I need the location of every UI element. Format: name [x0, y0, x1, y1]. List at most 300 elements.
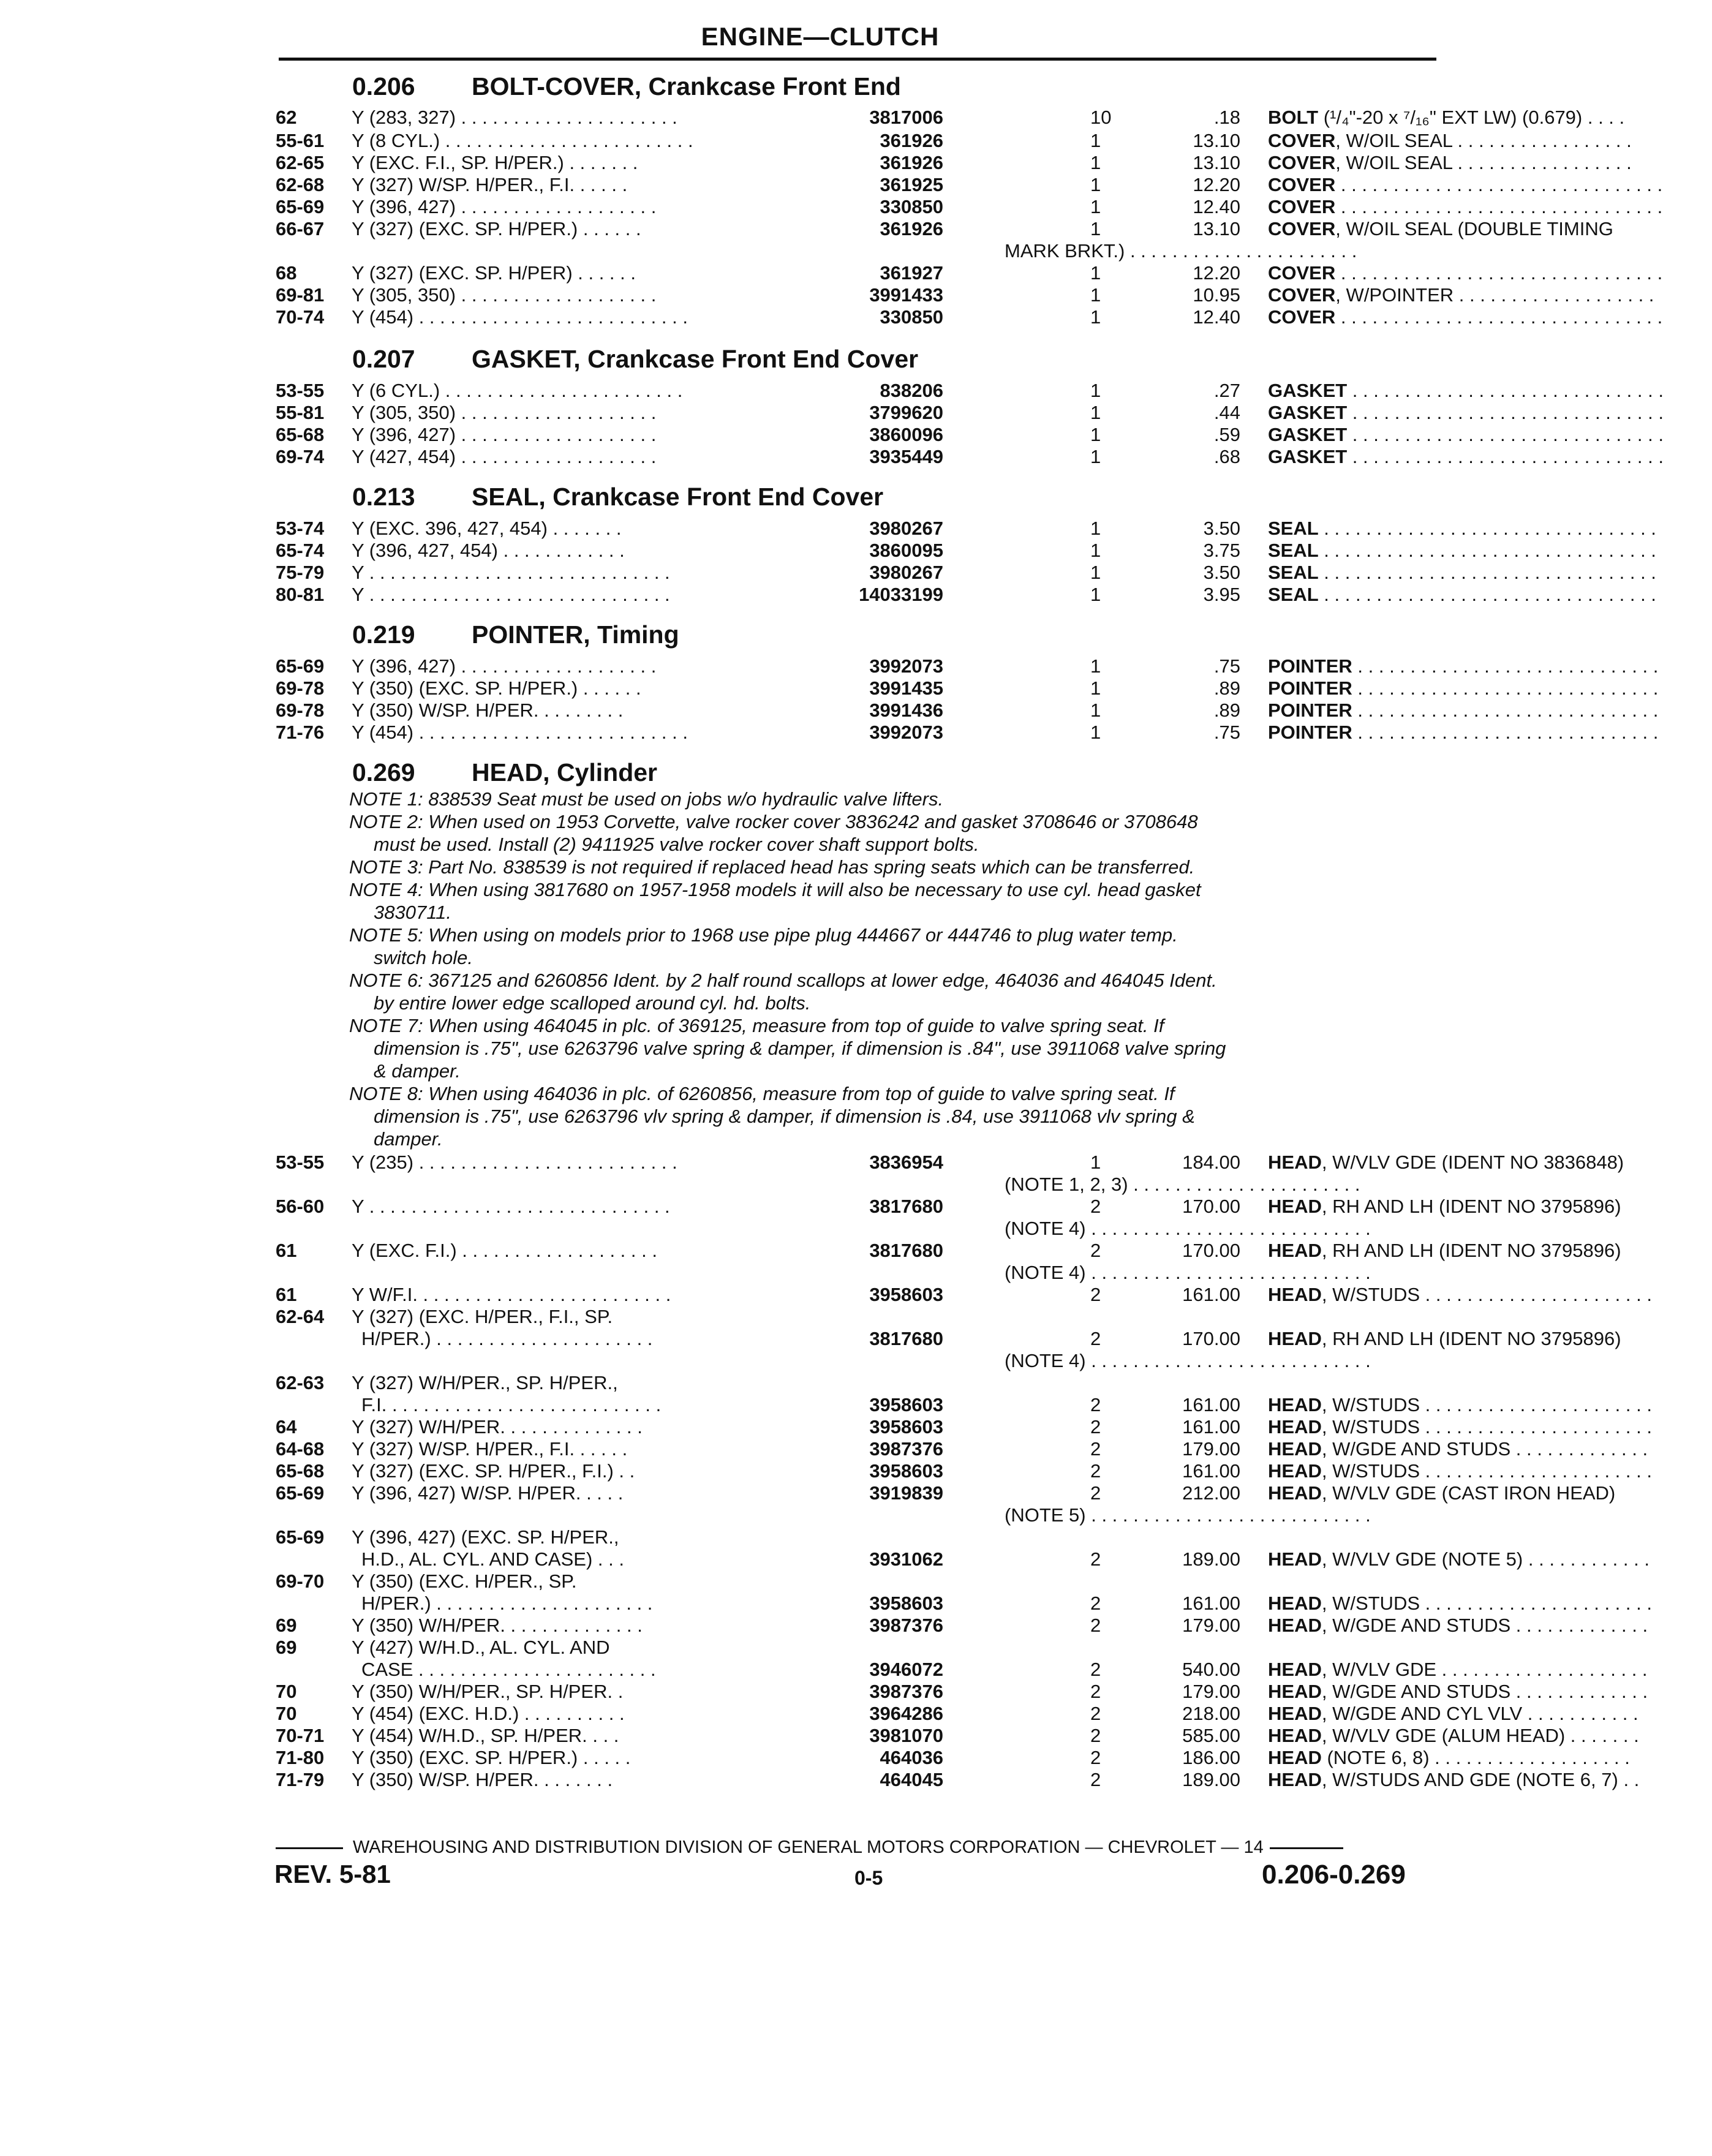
application: Y (327) (EXC. SP. H/PER) . . . . . . — [352, 262, 636, 284]
section-number: 0.269 — [352, 758, 415, 786]
price: 585.00 — [1182, 1725, 1240, 1746]
part-number: 3817680 — [869, 1196, 943, 1217]
model-years: 70 — [276, 1681, 297, 1702]
note-item — [349, 924, 1439, 969]
note-item — [349, 856, 1439, 878]
quantity: 2 — [1090, 1196, 1101, 1217]
part-description: SEAL . . . . . . . . . . . . . . . . . . . . . . . . . . . . . . . . — [1268, 518, 1656, 539]
price: .59 — [1213, 424, 1240, 445]
model-years: 53-55 — [276, 380, 325, 401]
table-row — [276, 584, 1656, 606]
part-description: HEAD, W/STUDS . . . . . . . . . . . . . . . . . . . . . . — [1268, 1460, 1652, 1482]
price: 186.00 — [1182, 1747, 1240, 1768]
model-years: 69-74 — [276, 446, 325, 467]
description-continuation: MARK BRKT.) . . . . . . . . . . . . . . . . . . . . . . — [1005, 240, 1357, 262]
section-number: 0.207 — [352, 345, 415, 373]
part-number: 3992073 — [869, 655, 943, 677]
part-number: 3980267 — [869, 562, 943, 583]
application: Y (EXC. 396, 427, 454) . . . . . . . — [352, 518, 622, 539]
footer-publisher-line — [276, 1838, 1439, 1858]
table-row — [276, 1482, 1616, 1504]
note-line: NOTE 5: When using on models prior to 1968 use pipe plug 444667 or 444746 to plug water temp. — [349, 924, 1178, 946]
model-years: 66-67 — [276, 218, 325, 239]
note-line: NOTE 4: When using 3817680 on 1957-1958 models it will also be necessary to use cyl. head gasket — [349, 879, 1201, 900]
table-row — [276, 1526, 1439, 1548]
application: Y (454) . . . . . . . . . . . . . . . . . . . . . . . . . . — [352, 722, 688, 743]
model-years: 68 — [276, 262, 297, 284]
page-header-title: ENGINE—CLUTCH — [701, 22, 940, 51]
part-description: HEAD, W/STUDS . . . . . . . . . . . . . . . . . . . . . . — [1268, 1284, 1652, 1305]
part-description: HEAD, RH AND LH (IDENT NO 3795896) — [1268, 1196, 1621, 1217]
part-number: 361927 — [880, 262, 943, 284]
table-row — [276, 699, 1659, 722]
application: Y (327) W/SP. H/PER., F.I. . . . . . — [352, 1438, 628, 1460]
price: 3.75 — [1203, 540, 1240, 561]
model-years: 69 — [276, 1637, 297, 1658]
price: .89 — [1213, 677, 1240, 699]
price: .44 — [1213, 402, 1240, 423]
model-years: 70-71 — [276, 1725, 325, 1746]
application: H/PER.) . . . . . . . . . . . . . . . . . . . . . — [361, 1593, 653, 1614]
note-line: NOTE 1: 838539 Seat must be used on jobs w/o hydraulic valve lifters. — [349, 788, 944, 810]
part-number: 3935449 — [869, 446, 943, 467]
header-rule — [279, 58, 1436, 61]
price: .89 — [1213, 699, 1240, 721]
revision-label: REV. 5-81 — [274, 1860, 391, 1888]
quantity: 2 — [1090, 1659, 1101, 1680]
part-number: 3836954 — [869, 1152, 943, 1173]
part-number: 3817006 — [869, 107, 943, 128]
application: Y (305, 350) . . . . . . . . . . . . . . . . . . . — [352, 284, 657, 306]
application: Y (235) . . . . . . . . . . . . . . . . . . . . . . . . . — [352, 1152, 677, 1173]
quantity: 1 — [1090, 306, 1101, 328]
application: Y (EXC. F.I.) . . . . . . . . . . . . . . . . . . . — [352, 1240, 657, 1261]
table-row — [276, 130, 1632, 152]
section-title: SEAL, Crankcase Front End Cover — [472, 483, 884, 511]
table-row — [276, 446, 1664, 468]
application: Y (396, 427) W/SP. H/PER. . . . . — [352, 1482, 624, 1504]
description-continuation: (NOTE 4) . . . . . . . . . . . . . . . . . . . . . . . . . . . — [1005, 1218, 1371, 1239]
application: Y (350) W/SP. H/PER. . . . . . . . — [352, 1769, 613, 1790]
part-description: SEAL . . . . . . . . . . . . . . . . . . . . . . . . . . . . . . . . — [1268, 562, 1656, 583]
table-row — [276, 1570, 1439, 1593]
footer-rule-right — [1270, 1847, 1343, 1849]
description-continuation: (NOTE 4) . . . . . . . . . . . . . . . . . . . . . . . . . . . — [1005, 1262, 1371, 1283]
table-row — [276, 1416, 1652, 1438]
table-row — [276, 196, 1663, 218]
model-years: 69 — [276, 1615, 297, 1636]
application: Y . . . . . . . . . . . . . . . . . . . . . . . . . . . . . — [352, 584, 670, 605]
table-row — [276, 218, 1613, 240]
application: Y (350) (EXC. H/PER., SP. — [352, 1570, 577, 1592]
application: Y (350) (EXC. SP. H/PER.) . . . . . — [352, 1747, 631, 1768]
application: Y (396, 427) (EXC. SP. H/PER., — [352, 1526, 619, 1548]
part-description: COVER, W/OIL SEAL . . . . . . . . . . . . . . . . . — [1268, 152, 1632, 173]
quantity: 1 — [1090, 424, 1101, 445]
part-number: 3981070 — [869, 1725, 943, 1746]
application: Y (396, 427) . . . . . . . . . . . . . . . . . . . — [352, 424, 657, 445]
application: Y (396, 427, 454) . . . . . . . . . . . . — [352, 540, 625, 561]
price: 161.00 — [1182, 1284, 1240, 1305]
quantity: 1 — [1090, 446, 1101, 467]
part-number: 3987376 — [869, 1438, 943, 1460]
note-line-continued: & damper. — [374, 1060, 461, 1082]
application: H.D., AL. CYL. AND CASE) . . . — [361, 1548, 624, 1570]
price: 12.20 — [1193, 174, 1240, 195]
notes-block — [349, 788, 1439, 1150]
note-item — [349, 1014, 1439, 1082]
quantity: 1 — [1090, 402, 1101, 423]
quantity: 1 — [1090, 130, 1101, 151]
quantity: 2 — [1090, 1482, 1101, 1504]
application: Y (350) W/H/PER., SP. H/PER. . — [352, 1681, 624, 1702]
quantity: 1 — [1090, 152, 1101, 173]
price: 179.00 — [1182, 1438, 1240, 1460]
part-number: 361926 — [880, 152, 943, 173]
application: Y (454) . . . . . . . . . . . . . . . . . . . . . . . . . . — [352, 306, 688, 328]
price: 179.00 — [1182, 1681, 1240, 1702]
part-number: 464036 — [880, 1747, 943, 1768]
model-years: 62-64 — [276, 1306, 325, 1327]
part-description: COVER . . . . . . . . . . . . . . . . . . . . . . . . . . . . . . . — [1268, 174, 1663, 195]
model-years: 65-69 — [276, 1526, 325, 1548]
application: Y (350) W/SP. H/PER. . . . . . . . . — [352, 699, 624, 721]
part-description: HEAD, W/VLV GDE . . . . . . . . . . . . . . . . . . . . — [1268, 1659, 1648, 1680]
table-row — [276, 722, 1659, 744]
table-row — [276, 262, 1663, 284]
model-years: 65-69 — [276, 196, 325, 217]
part-description: COVER . . . . . . . . . . . . . . . . . . . . . . . . . . . . . . . — [1268, 196, 1663, 217]
description-continuation: (NOTE 5) . . . . . . . . . . . . . . . . . . . . . . . . . . . — [1005, 1504, 1371, 1526]
section-number: 0.206 — [352, 72, 415, 100]
application: Y (327) (EXC. SP. H/PER., F.I.) . . — [352, 1460, 635, 1482]
model-years: 70 — [276, 1703, 297, 1724]
quantity: 1 — [1090, 218, 1101, 239]
table-row — [276, 306, 1663, 328]
quantity: 1 — [1090, 196, 1101, 217]
part-number: 3958603 — [869, 1460, 943, 1482]
note-item — [349, 788, 1439, 810]
part-number: 14033199 — [859, 584, 943, 605]
part-number: 464045 — [880, 1769, 943, 1790]
part-description: GASKET . . . . . . . . . . . . . . . . . . . . . . . . . . . . . . — [1268, 446, 1664, 467]
price: 212.00 — [1182, 1482, 1240, 1504]
application: Y . . . . . . . . . . . . . . . . . . . . . . . . . . . . . — [352, 1196, 670, 1217]
note-line-continued: dimension is .75", use 6263796 vlv spring & damper, if dimension is .84, use 3911068 vlv spring & — [374, 1106, 1195, 1127]
quantity: 1 — [1090, 380, 1101, 401]
table-row — [276, 1284, 1652, 1306]
application: Y (427) W/H.D., AL. CYL. AND — [352, 1637, 610, 1658]
model-years: 64 — [276, 1416, 297, 1438]
table-row — [276, 1460, 1652, 1482]
part-number: 330850 — [880, 306, 943, 328]
part-number: 3860096 — [869, 424, 943, 445]
quantity: 1 — [1090, 562, 1101, 583]
price: .27 — [1213, 380, 1240, 401]
table-row — [276, 402, 1664, 424]
quantity: 2 — [1090, 1593, 1101, 1614]
part-number: 3991436 — [869, 699, 943, 721]
model-years: 69-78 — [276, 699, 325, 721]
part-number: 3799620 — [869, 402, 943, 423]
part-number: 3958603 — [869, 1284, 943, 1305]
section-title: BOLT-COVER, Crankcase Front End — [472, 72, 901, 100]
quantity: 2 — [1090, 1284, 1101, 1305]
page-number: 0-5 — [854, 1867, 883, 1889]
application: F.I. . . . . . . . . . . . . . . . . . . . . . . . . . . — [361, 1394, 662, 1415]
note-line-continued: switch hole. — [374, 947, 473, 968]
model-years: 62-65 — [276, 152, 325, 173]
part-description: POINTER . . . . . . . . . . . . . . . . . . . . . . . . . . . . . — [1268, 677, 1659, 699]
quantity: 1 — [1090, 1152, 1101, 1173]
model-years: 61 — [276, 1284, 297, 1305]
price: 179.00 — [1182, 1615, 1240, 1636]
quantity: 2 — [1090, 1328, 1101, 1349]
note-line-continued: by entire lower edge scalloped around cyl. hd. bolts. — [374, 992, 811, 1014]
part-description: GASKET . . . . . . . . . . . . . . . . . . . . . . . . . . . . . . — [1268, 402, 1664, 423]
model-years: 53-74 — [276, 518, 325, 539]
part-description: BOLT (¹/₄"-20 x ⁷/₁₆" EXT LW) (0.679) . . . . — [1268, 107, 1625, 128]
section-number: 0.219 — [352, 620, 415, 649]
application: Y . . . . . . . . . . . . . . . . . . . . . . . . . . . . . — [352, 562, 670, 583]
model-years: 65-69 — [276, 1482, 325, 1504]
application: Y (EXC. F.I., SP. H/PER.) . . . . . . . — [352, 152, 638, 173]
application: Y (8 CYL.) . . . . . . . . . . . . . . . . . . . . . . . . — [352, 130, 693, 151]
price: 170.00 — [1182, 1196, 1240, 1217]
part-number: 3987376 — [869, 1615, 943, 1636]
section-0269-heading — [352, 758, 657, 787]
note-line: NOTE 6: 367125 and 6260856 Ident. by 2 half round scallops at lower edge, 464036 and 464045 Ident. — [349, 970, 1217, 991]
section-title: POINTER, Timing — [472, 620, 679, 649]
quantity: 1 — [1090, 584, 1101, 605]
application: Y (327) (EXC. SP. H/PER.) . . . . . . — [352, 218, 641, 239]
part-description: COVER, W/POINTER . . . . . . . . . . . . . . . . . . . — [1268, 284, 1654, 306]
application: CASE . . . . . . . . . . . . . . . . . . . . . . . — [361, 1659, 656, 1680]
quantity: 1 — [1090, 540, 1101, 561]
part-description: HEAD, W/GDE AND CYL VLV . . . . . . . . . . . — [1268, 1703, 1638, 1724]
part-number: 330850 — [880, 196, 943, 217]
table-row — [276, 152, 1632, 174]
price: 3.95 — [1203, 584, 1240, 605]
note-item — [349, 810, 1439, 856]
quantity: 2 — [1090, 1394, 1101, 1415]
part-description: COVER . . . . . . . . . . . . . . . . . . . . . . . . . . . . . . . — [1268, 306, 1663, 328]
table-row — [276, 1659, 1648, 1681]
part-description: COVER, W/OIL SEAL (DOUBLE TIMING — [1268, 218, 1613, 239]
table-row — [276, 655, 1659, 677]
part-description: COVER . . . . . . . . . . . . . . . . . . . . . . . . . . . . . . . — [1268, 262, 1663, 284]
part-number: 3980267 — [869, 518, 943, 539]
model-years: 56-60 — [276, 1196, 325, 1217]
part-number: 361926 — [880, 130, 943, 151]
quantity: 2 — [1090, 1548, 1101, 1570]
model-years: 80-81 — [276, 584, 325, 605]
price: 161.00 — [1182, 1394, 1240, 1415]
model-years: 70-74 — [276, 306, 325, 328]
part-description: POINTER . . . . . . . . . . . . . . . . . . . . . . . . . . . . . — [1268, 699, 1659, 721]
part-description: HEAD (NOTE 6, 8) . . . . . . . . . . . . . . . . . . . — [1268, 1747, 1630, 1768]
price: 10.95 — [1193, 284, 1240, 306]
model-years: 65-68 — [276, 424, 325, 445]
part-description: SEAL . . . . . . . . . . . . . . . . . . . . . . . . . . . . . . . . — [1268, 540, 1656, 561]
quantity: 1 — [1090, 174, 1101, 195]
part-description: HEAD, W/VLV GDE (IDENT NO 3836848) — [1268, 1152, 1624, 1173]
section-0206-heading — [352, 72, 901, 101]
quantity: 2 — [1090, 1460, 1101, 1482]
part-number: 3919839 — [869, 1482, 943, 1504]
part-description: HEAD, W/GDE AND STUDS . . . . . . . . . . . . . — [1268, 1681, 1648, 1702]
part-description: GASKET . . . . . . . . . . . . . . . . . . . . . . . . . . . . . . — [1268, 424, 1664, 445]
part-description: HEAD, W/STUDS AND GDE (NOTE 6, 7) . . — [1268, 1769, 1640, 1790]
price: 12.40 — [1193, 196, 1240, 217]
part-description: HEAD, RH AND LH (IDENT NO 3795896) — [1268, 1328, 1621, 1349]
quantity: 2 — [1090, 1725, 1101, 1746]
note-line: NOTE 3: Part No. 838539 is not required if replaced head has spring seats which can be transferred. — [349, 856, 1195, 878]
model-years: 69-78 — [276, 677, 325, 699]
table-row — [276, 1328, 1621, 1350]
quantity: 2 — [1090, 1769, 1101, 1790]
price: 189.00 — [1182, 1769, 1240, 1790]
table-row — [276, 1769, 1640, 1791]
price: .75 — [1213, 722, 1240, 743]
part-number: 3958603 — [869, 1593, 943, 1614]
model-years: 65-74 — [276, 540, 325, 561]
application: Y (327) W/SP. H/PER., F.I. . . . . . — [352, 174, 628, 195]
model-years: 62 — [276, 107, 297, 128]
part-number: 3860095 — [869, 540, 943, 561]
model-years: 62-68 — [276, 174, 325, 195]
part-number: 3964286 — [869, 1703, 943, 1724]
application: Y (396, 427) . . . . . . . . . . . . . . . . . . . — [352, 655, 657, 677]
table-row — [276, 540, 1656, 562]
table-row — [276, 1725, 1639, 1747]
note-line-continued: damper. — [374, 1128, 443, 1150]
price: .68 — [1213, 446, 1240, 467]
part-number: 3931062 — [869, 1548, 943, 1570]
price: 218.00 — [1182, 1703, 1240, 1724]
quantity: 2 — [1090, 1615, 1101, 1636]
application: Y (283, 327) . . . . . . . . . . . . . . . . . . . . . — [352, 107, 677, 128]
part-description: POINTER . . . . . . . . . . . . . . . . . . . . . . . . . . . . . — [1268, 655, 1659, 677]
table-row — [276, 1306, 1439, 1328]
application: H/PER.) . . . . . . . . . . . . . . . . . . . . . — [361, 1328, 653, 1349]
quantity: 1 — [1090, 284, 1101, 306]
table-row — [276, 562, 1656, 584]
part-description: HEAD, W/VLV GDE (NOTE 5) . . . . . . . . . . . . — [1268, 1548, 1650, 1570]
price: 161.00 — [1182, 1593, 1240, 1614]
quantity: 2 — [1090, 1703, 1101, 1724]
table-row — [276, 107, 1625, 129]
footer-rule-left — [276, 1847, 343, 1849]
price: 13.10 — [1193, 218, 1240, 239]
quantity: 2 — [1090, 1438, 1101, 1460]
model-years: 75-79 — [276, 562, 325, 583]
model-years: 69-70 — [276, 1570, 325, 1592]
note-line: NOTE 2: When used on 1953 Corvette, valve rocker cover 3836242 and gasket 3708646 or 3708648 — [349, 811, 1198, 832]
price: 540.00 — [1182, 1659, 1240, 1680]
price: 12.20 — [1193, 262, 1240, 284]
section-number: 0.213 — [352, 483, 415, 511]
price: 13.10 — [1193, 130, 1240, 151]
quantity: 1 — [1090, 722, 1101, 743]
quantity: 1 — [1090, 677, 1101, 699]
note-line-continued: must be used. Install (2) 9411925 valve rocker cover shaft support bolts. — [374, 834, 979, 855]
note-line-continued: 3830711. — [374, 902, 451, 923]
price: 161.00 — [1182, 1416, 1240, 1438]
table-row — [276, 1681, 1648, 1703]
table-row — [276, 1394, 1652, 1416]
table-row — [276, 1637, 1439, 1659]
application: Y (454) (EXC. H.D.) . . . . . . . . . . — [352, 1703, 625, 1724]
table-row — [276, 1615, 1648, 1637]
table-row — [276, 424, 1664, 446]
model-years: 53-55 — [276, 1152, 325, 1173]
model-years: 64-68 — [276, 1438, 325, 1460]
part-description: HEAD, RH AND LH (IDENT NO 3795896) — [1268, 1240, 1621, 1261]
application: Y (6 CYL.) . . . . . . . . . . . . . . . . . . . . . . . — [352, 380, 683, 401]
part-description: GASKET . . . . . . . . . . . . . . . . . . . . . . . . . . . . . . — [1268, 380, 1664, 401]
part-number: 3817680 — [869, 1328, 943, 1349]
table-row — [276, 1372, 1439, 1394]
description-continuation: (NOTE 1, 2, 3) . . . . . . . . . . . . . . . . . . . . . . — [1005, 1174, 1360, 1195]
quantity: 2 — [1090, 1240, 1101, 1261]
part-description: HEAD, W/STUDS . . . . . . . . . . . . . . . . . . . . . . — [1268, 1394, 1652, 1415]
part-number: 3958603 — [869, 1416, 943, 1438]
table-row — [276, 1196, 1621, 1218]
section-0213-heading — [352, 483, 883, 511]
part-description: HEAD, W/VLV GDE (ALUM HEAD) . . . . . . . — [1268, 1725, 1639, 1746]
part-description: SEAL . . . . . . . . . . . . . . . . . . . . . . . . . . . . . . . . — [1268, 584, 1656, 605]
price: .18 — [1213, 107, 1240, 128]
section-title: HEAD, Cylinder — [472, 758, 657, 786]
quantity: 10 — [1090, 107, 1112, 128]
application: Y (350) W/H/PER. . . . . . . . . . . . . . — [352, 1615, 643, 1636]
price: 170.00 — [1182, 1240, 1240, 1261]
part-description: HEAD, W/GDE AND STUDS . . . . . . . . . . . . . — [1268, 1615, 1648, 1636]
quantity: 1 — [1090, 655, 1101, 677]
note-line-continued: dimension is .75", use 6263796 valve spring & damper, if dimension is .84", use 3911068 valve spring — [374, 1038, 1226, 1059]
price: 161.00 — [1182, 1460, 1240, 1482]
price: 3.50 — [1203, 562, 1240, 583]
model-years: 65-68 — [276, 1460, 325, 1482]
note-line: NOTE 7: When using 464045 in plc. of 369125, measure from top of guide to valve spring seat. If — [349, 1015, 1164, 1036]
part-number: 3991433 — [869, 284, 943, 306]
part-number: 3817680 — [869, 1240, 943, 1261]
application: Y (350) (EXC. SP. H/PER.) . . . . . . — [352, 677, 641, 699]
quantity: 1 — [1090, 518, 1101, 539]
price: 170.00 — [1182, 1328, 1240, 1349]
table-row — [276, 518, 1656, 540]
application: Y (427, 454) . . . . . . . . . . . . . . . . . . . — [352, 446, 657, 467]
price: 189.00 — [1182, 1548, 1240, 1570]
table-row — [276, 1747, 1630, 1769]
footer-publisher-text: WAREHOUSING AND DISTRIBUTION DIVISION OF GENERAL MOTORS CORPORATION — CHEVROLET — 14 — [353, 1838, 1264, 1857]
model-years: 71-76 — [276, 722, 325, 743]
part-description: HEAD, W/GDE AND STUDS . . . . . . . . . . . . . — [1268, 1438, 1648, 1460]
quantity: 2 — [1090, 1416, 1101, 1438]
note-item — [349, 878, 1439, 924]
application: Y (305, 350) . . . . . . . . . . . . . . . . . . . — [352, 402, 657, 423]
model-years: 61 — [276, 1240, 297, 1261]
quantity: 2 — [1090, 1747, 1101, 1768]
part-number: 361925 — [880, 174, 943, 195]
quantity: 2 — [1090, 1681, 1101, 1702]
table-row — [276, 1438, 1648, 1460]
model-years: 65-69 — [276, 655, 325, 677]
application: Y (454) W/H.D., SP. H/PER. . . . — [352, 1725, 619, 1746]
section-title: GASKET, Crankcase Front End Cover — [472, 345, 919, 373]
note-item — [349, 1082, 1439, 1150]
